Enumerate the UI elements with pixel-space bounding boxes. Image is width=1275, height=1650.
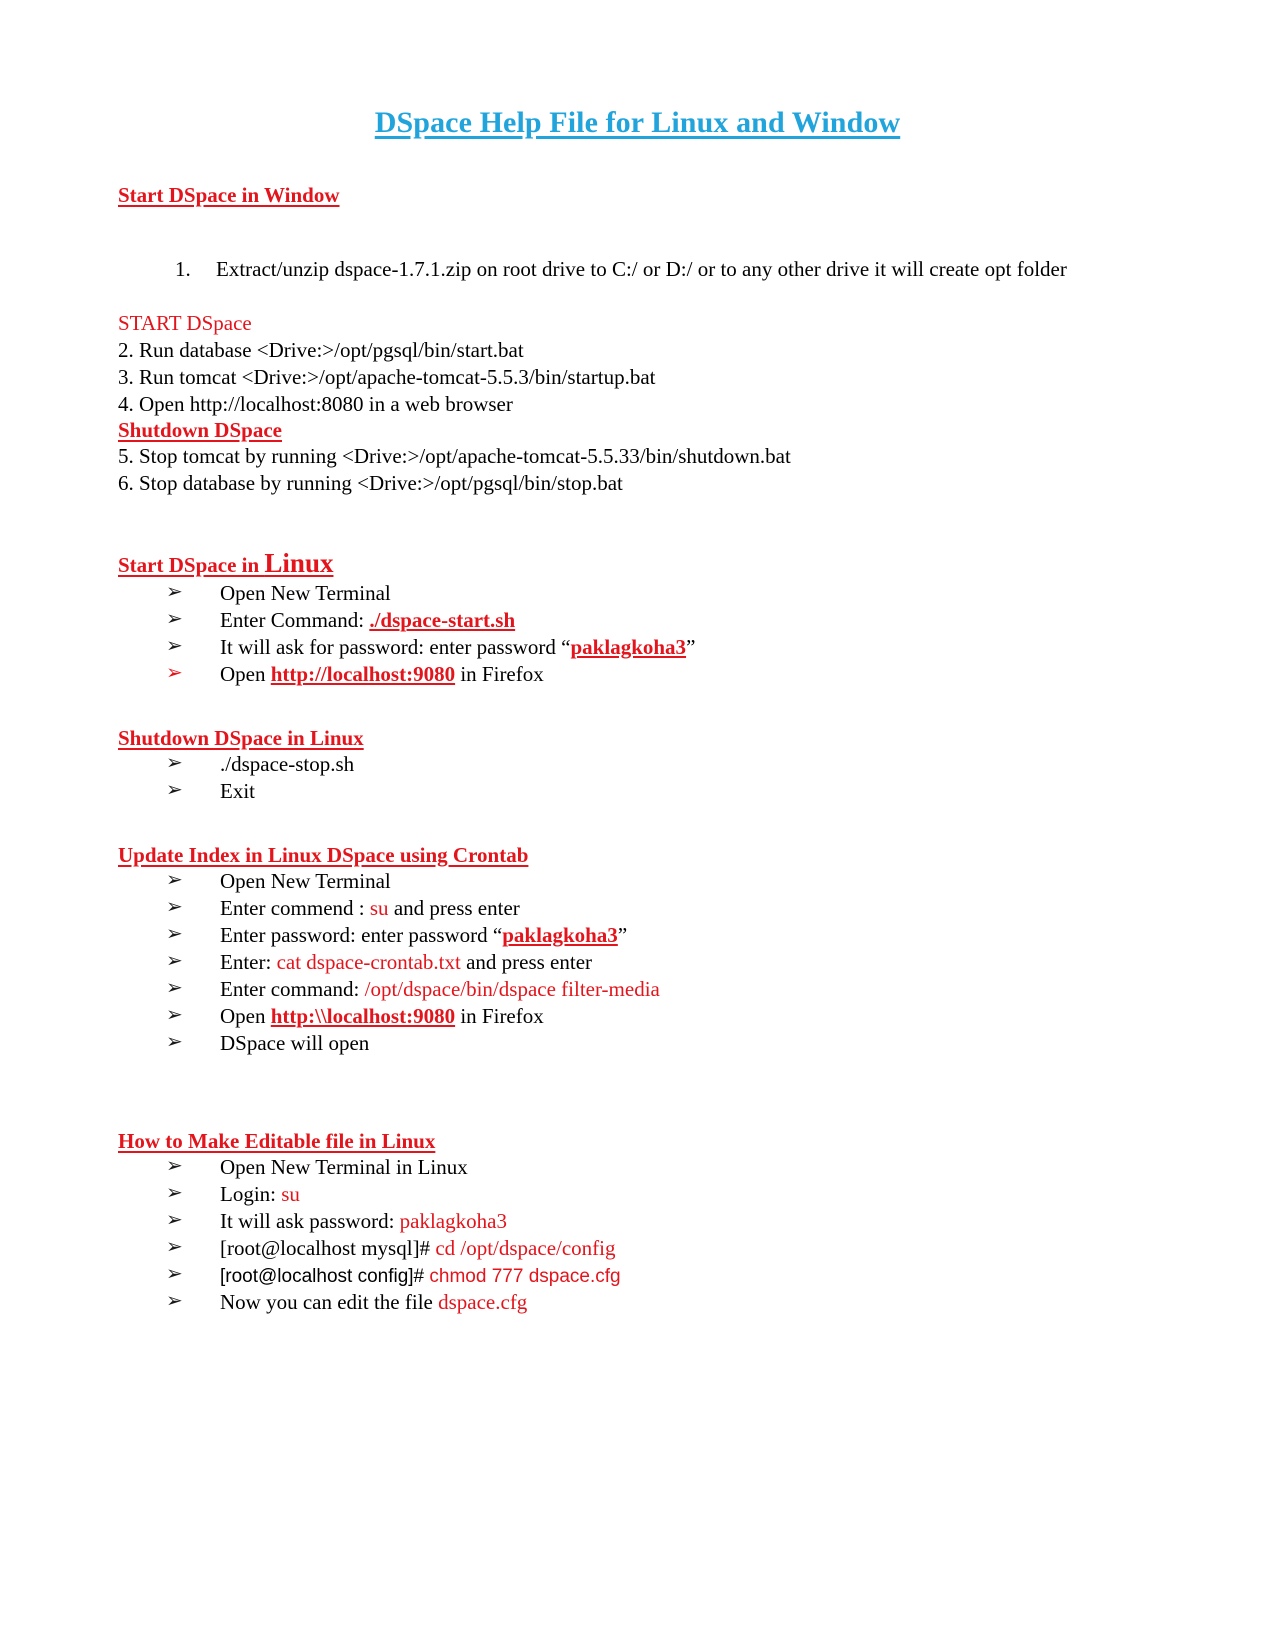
bullet-arrow-icon: ➢: [166, 751, 183, 774]
bullet-arrow-icon: ➢: [166, 778, 183, 801]
heading-start-dspace-linux: [118, 547, 1157, 579]
list-item: [118, 1181, 1157, 1208]
bullet-arrow-icon: ➢: [166, 949, 183, 972]
label-start-dspace: START DSpace: [118, 310, 252, 335]
window-step-4: 4. Open http://localhost:8080 in a web browser: [118, 391, 513, 416]
list-item-text: ./dspace-stop.sh: [220, 751, 355, 776]
list-item-text: and press enter: [388, 895, 520, 920]
list-item-text: Exit: [220, 778, 255, 803]
list-item-text: chmod 777 dspace.cfg: [429, 1265, 621, 1287]
window-numbered-list-wrap: [118, 256, 1157, 283]
list-item-text: Now you can edit the file: [220, 1290, 439, 1315]
list-item-text: Enter command:: [220, 976, 365, 1001]
list-item-text: Open New Terminal: [220, 868, 391, 893]
list-item-text: Open: [220, 661, 271, 686]
list-item-text: Enter:: [220, 949, 277, 974]
list-item: [118, 580, 1157, 607]
list-item-text: su: [281, 1181, 300, 1206]
page-title: DSpace Help File for Linux and Window: [374, 106, 901, 139]
bullet-arrow-icon: ➢: [166, 922, 183, 945]
bullet-arrow-icon: ➢: [166, 895, 183, 918]
list-item: [118, 1154, 1157, 1181]
list-item: [118, 1289, 1157, 1316]
list-item-text: It will ask for password: enter password “: [220, 634, 571, 659]
list-item: [118, 1003, 1157, 1030]
update-index-bullet-list: [118, 868, 1157, 1057]
list-item-text: ”: [686, 634, 696, 659]
heading-update-index-crontab: Update Index in Linux DSpace using Crontab: [118, 842, 529, 867]
list-item-text: cat dspace-crontab.txt: [276, 949, 461, 974]
list-item-text: /opt/dspace/bin/dspace filter-media: [364, 976, 660, 1001]
bullet-arrow-icon: ➢: [166, 607, 183, 630]
window-step-5: 5. Stop tomcat by running <Drive:>/opt/apache-tomcat-5.5.33/bin/shutdown.bat: [118, 444, 791, 469]
bullet-arrow-icon: ➢: [166, 580, 183, 603]
list-item: [118, 778, 1157, 805]
list-item-text: Enter Command:: [220, 607, 370, 632]
bullet-arrow-icon: ➢: [166, 661, 183, 684]
bullet-arrow-icon: ➢: [166, 1181, 183, 1204]
list-item-text: and press enter: [460, 949, 593, 974]
list-item-text: Login:: [220, 1181, 282, 1206]
list-item-text: Open New Terminal in Linux: [220, 1154, 468, 1179]
list-item-text: dspace.cfg: [438, 1290, 528, 1315]
list-item-text: in Firefox: [455, 661, 544, 686]
label-shutdown-dspace: Shutdown DSpace: [118, 417, 282, 442]
list-item-text: It will ask password:: [220, 1208, 400, 1233]
list-item-text: su: [369, 895, 389, 920]
bullet-arrow-icon: ➢: [166, 1208, 183, 1231]
bullet-arrow-icon: ➢: [166, 1235, 183, 1258]
list-item-text: ”: [617, 922, 628, 947]
list-item-text: Enter commend :: [220, 895, 370, 920]
list-item: [118, 1208, 1157, 1235]
bullet-arrow-icon: ➢: [166, 1262, 183, 1285]
bullet-arrow-icon: ➢: [166, 868, 183, 891]
heading-emphasis-linux: Linux: [264, 548, 334, 579]
list-item-text: DSpace will open: [220, 1030, 370, 1055]
list-item: [118, 976, 1157, 1003]
list-item: [118, 895, 1157, 922]
bullet-arrow-icon: ➢: [166, 1003, 183, 1026]
heading-start-dspace-window: Start DSpace in Window: [118, 182, 340, 207]
list-item-text: Enter password: enter password “: [220, 922, 503, 947]
list-item-text: paklagkoha3: [399, 1208, 507, 1233]
list-item: [118, 949, 1157, 976]
window-step-3: 3. Run tomcat <Drive:>/opt/apache-tomcat-5.5.3/bin/startup.bat: [118, 364, 656, 389]
list-item-text: Open: [220, 1003, 271, 1028]
list-item: [118, 661, 1157, 688]
list-item: [118, 1262, 1157, 1289]
list-item: [118, 1030, 1157, 1057]
heading-prefix: Start DSpace in: [118, 553, 265, 578]
editable-file-bullet-list: [118, 1154, 1157, 1316]
list-item: [118, 607, 1157, 634]
heading-shutdown-dspace-linux: Shutdown DSpace in Linux: [118, 725, 364, 750]
bullet-arrow-icon: ➢: [166, 1030, 183, 1053]
heading-make-editable-file: How to Make Editable file in Linux: [118, 1128, 436, 1153]
window-numbered-list: [118, 256, 1157, 283]
list-item-text: paklagkoha3: [570, 634, 687, 659]
window-step-6: 6. Stop database by running <Drive:>/opt/pgsql/bin/stop.bat: [118, 471, 623, 496]
list-item-text: [root@localhost mysql]#: [220, 1235, 436, 1260]
list-item: [118, 634, 1157, 661]
list-item: [118, 1235, 1157, 1262]
list-item: [118, 922, 1157, 949]
window-step-2: 2. Run database <Drive:>/opt/pgsql/bin/start.bat: [118, 337, 524, 362]
list-item-text: http:\\localhost:9080: [270, 1003, 456, 1028]
bullet-arrow-icon: ➢: [166, 976, 183, 999]
bullet-arrow-icon: ➢: [166, 1154, 183, 1177]
list-item-text: http://localhost:9080: [270, 661, 456, 686]
list-item: 1. Extract/unzip dspace-1.7.1.zip on root drive to C:/ or D:/ or to any other drive it will create opt folder: [196, 256, 1157, 283]
list-item-text: in Firefox: [455, 1003, 544, 1028]
bullet-arrow-icon: ➢: [166, 1290, 183, 1313]
list-item-text: Open New Terminal: [220, 580, 391, 605]
list-item-text: [root@localhost config]#: [220, 1265, 430, 1287]
bullet-arrow-icon: ➢: [166, 634, 183, 657]
window-steps-block: [118, 310, 1157, 498]
shutdown-linux-bullet-list: [118, 751, 1157, 805]
list-item-text: paklagkoha3: [502, 922, 618, 947]
list-item: [118, 751, 1157, 778]
list-item: [118, 868, 1157, 895]
list-item-text: ./dspace-start.sh: [369, 607, 516, 632]
list-item-text: cd /opt/dspace/config: [435, 1235, 616, 1260]
start-linux-bullet-list: [118, 580, 1157, 688]
